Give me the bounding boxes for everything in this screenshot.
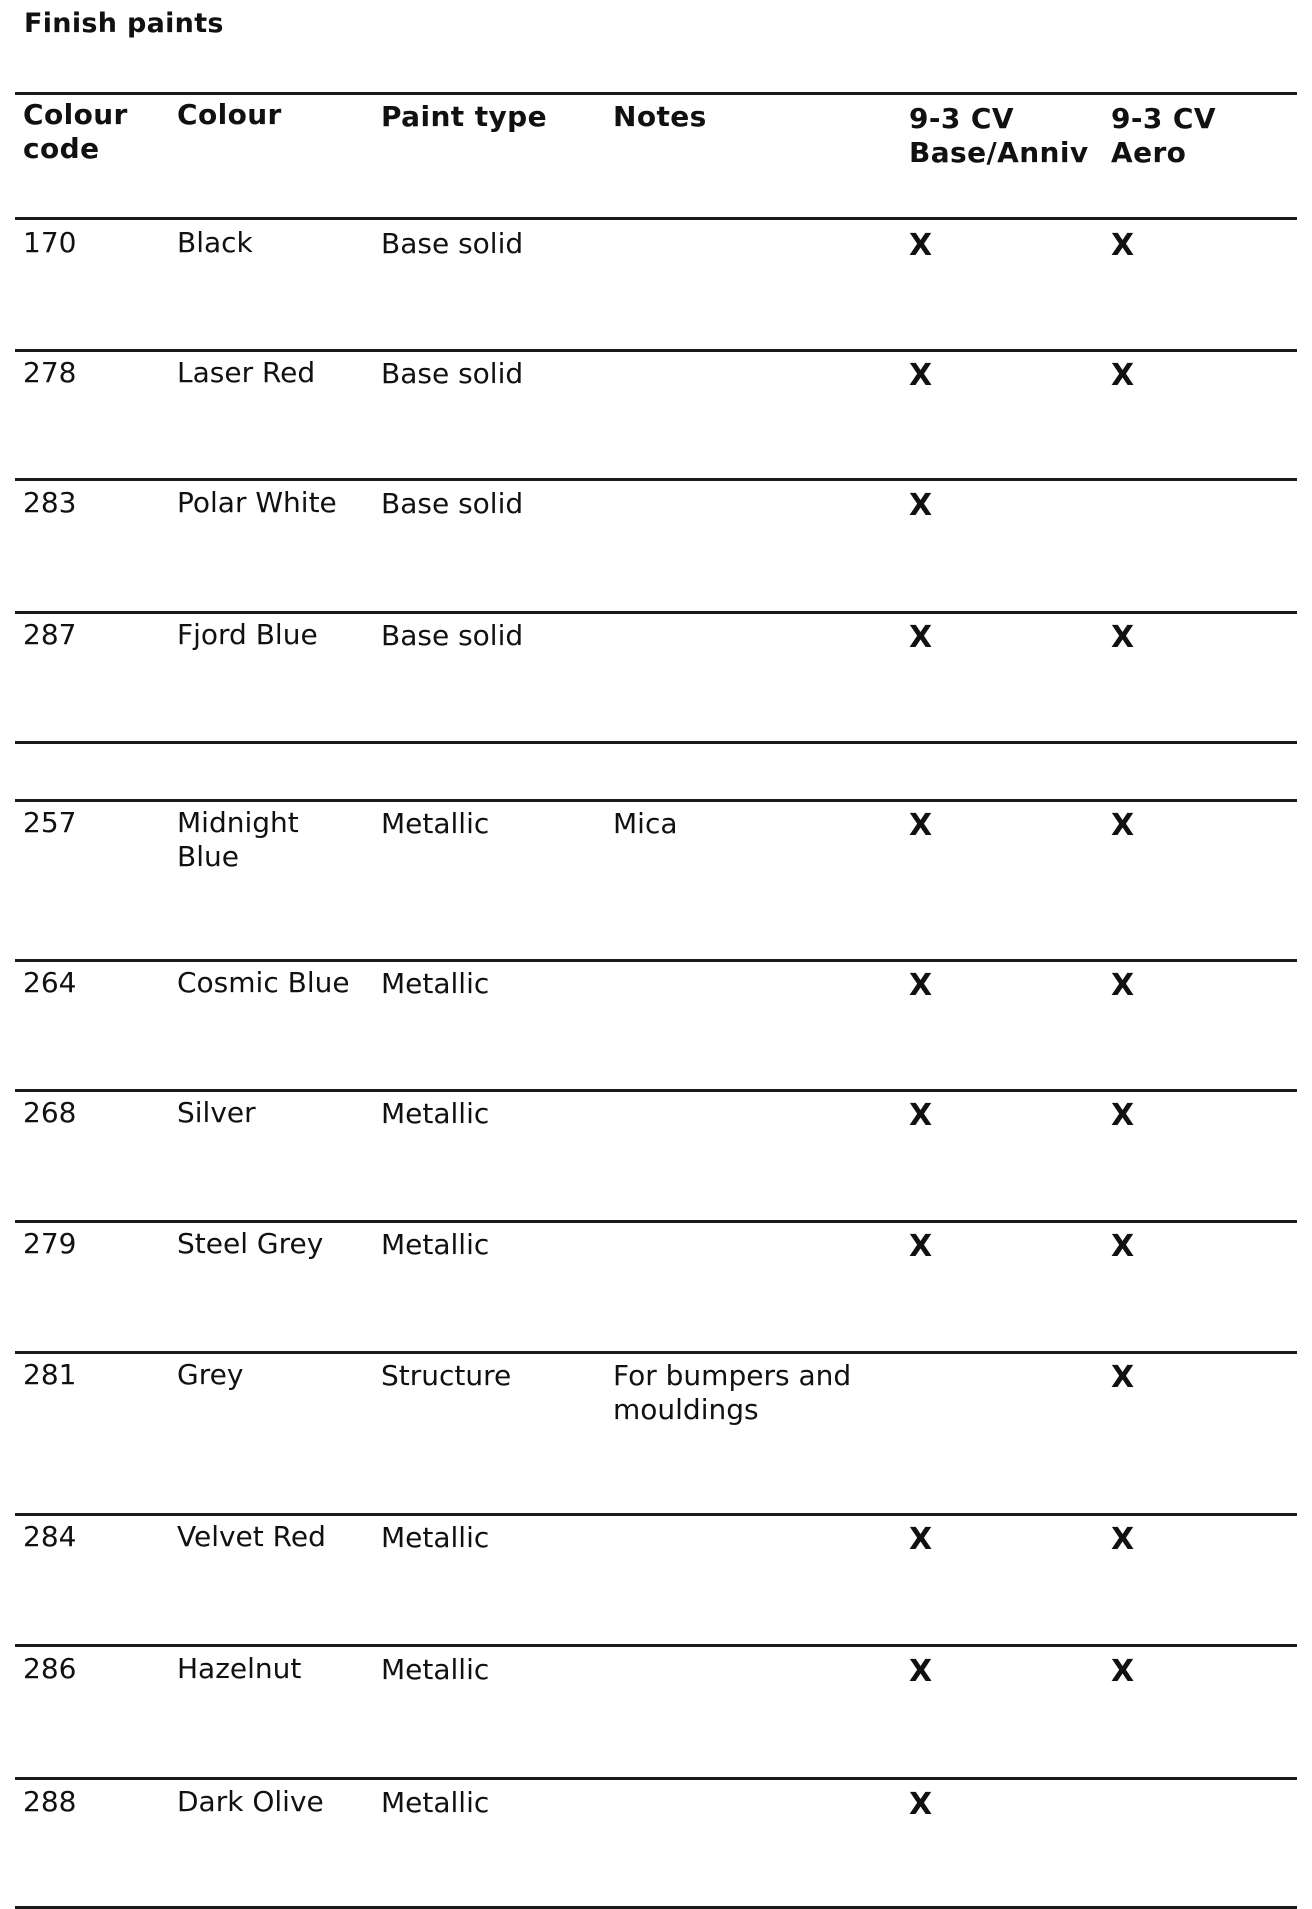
group-divider	[15, 799, 1297, 802]
header-aero: 9-3 CV Aero	[1111, 102, 1216, 169]
cell-colour-code: 281	[23, 1358, 77, 1391]
check-mark-base: X	[909, 808, 933, 843]
cell-colour: Midnight Blue	[177, 806, 299, 873]
cell-colour-code: 288	[23, 1785, 77, 1818]
cell-paint-type: Base solid	[381, 227, 524, 260]
row-divider	[15, 1351, 1297, 1354]
check-mark-base: X	[909, 1654, 933, 1689]
check-mark-aero: X	[1111, 358, 1135, 393]
cell-colour-code: 286	[23, 1652, 77, 1685]
cell-colour: Laser Red	[177, 356, 316, 389]
cell-paint-type: Metallic	[381, 967, 490, 1000]
header-colour: Colour	[177, 98, 282, 131]
row-divider	[15, 959, 1297, 962]
cell-paint-type: Base solid	[381, 619, 524, 652]
check-mark-base: X	[909, 1787, 933, 1822]
table-top-rule	[15, 92, 1297, 95]
cell-colour-code: 279	[23, 1227, 77, 1260]
row-divider	[15, 1644, 1297, 1647]
check-mark-base: X	[909, 1098, 933, 1133]
cell-colour-code: 287	[23, 618, 77, 651]
header-paint-type: Paint type	[381, 100, 547, 133]
cell-colour-code: 268	[23, 1096, 77, 1129]
row-divider	[15, 1513, 1297, 1516]
header-bottom-rule	[15, 217, 1297, 220]
cell-colour: Velvet Red	[177, 1520, 326, 1553]
cell-colour: Silver	[177, 1096, 256, 1129]
check-mark-aero: X	[1111, 1098, 1135, 1133]
cell-colour: Dark Olive	[177, 1785, 324, 1818]
cell-paint-type: Metallic	[381, 1653, 490, 1686]
cell-notes: For bumpers and mouldings	[613, 1359, 852, 1426]
check-mark-aero: X	[1111, 1360, 1135, 1395]
header-base-anniv: 9-3 CV Base/Anniv	[909, 102, 1089, 169]
row-divider	[15, 1777, 1297, 1780]
cell-colour-code: 284	[23, 1520, 77, 1553]
cell-paint-type: Base solid	[381, 357, 524, 390]
cell-paint-type: Metallic	[381, 1097, 490, 1130]
check-mark-aero: X	[1111, 1654, 1135, 1689]
cell-colour-code: 257	[23, 806, 77, 839]
check-mark-base: X	[909, 228, 933, 263]
cell-colour: Grey	[177, 1358, 244, 1391]
check-mark-base: X	[909, 1522, 933, 1557]
cell-colour-code: 278	[23, 356, 77, 389]
cell-paint-type: Structure	[381, 1359, 512, 1392]
check-mark-aero: X	[1111, 1229, 1135, 1264]
check-mark-aero: X	[1111, 1522, 1135, 1557]
check-mark-base: X	[909, 488, 933, 523]
header-notes: Notes	[613, 100, 707, 133]
check-mark-base: X	[909, 1229, 933, 1264]
cell-colour: Steel Grey	[177, 1227, 324, 1260]
check-mark-aero: X	[1111, 968, 1135, 1003]
check-mark-aero: X	[1111, 808, 1135, 843]
row-divider	[15, 611, 1297, 614]
cell-paint-type: Metallic	[381, 807, 490, 840]
cell-paint-type: Metallic	[381, 1786, 490, 1819]
check-mark-aero: X	[1111, 620, 1135, 655]
cell-paint-type: Metallic	[381, 1228, 490, 1261]
row-divider	[15, 741, 1297, 744]
cell-notes: Mica	[613, 807, 678, 840]
check-mark-base: X	[909, 358, 933, 393]
row-divider	[15, 349, 1297, 352]
cell-colour-code: 264	[23, 966, 77, 999]
check-mark-base: X	[909, 968, 933, 1003]
row-divider	[15, 1220, 1297, 1223]
row-divider	[15, 478, 1297, 481]
cell-paint-type: Base solid	[381, 487, 524, 520]
page-title: Finish paints	[24, 8, 224, 39]
cell-colour: Cosmic Blue	[177, 966, 350, 999]
row-divider	[15, 1089, 1297, 1092]
cell-colour: Polar White	[177, 486, 337, 519]
check-mark-base: X	[909, 620, 933, 655]
cell-paint-type: Metallic	[381, 1521, 490, 1554]
header-colour-code: Colour code	[23, 98, 128, 165]
cell-colour: Fjord Blue	[177, 618, 318, 651]
cell-colour: Hazelnut	[177, 1652, 302, 1685]
check-mark-aero: X	[1111, 228, 1135, 263]
cell-colour-code: 170	[23, 226, 77, 259]
cell-colour-code: 283	[23, 486, 77, 519]
cell-colour: Black	[177, 226, 253, 259]
